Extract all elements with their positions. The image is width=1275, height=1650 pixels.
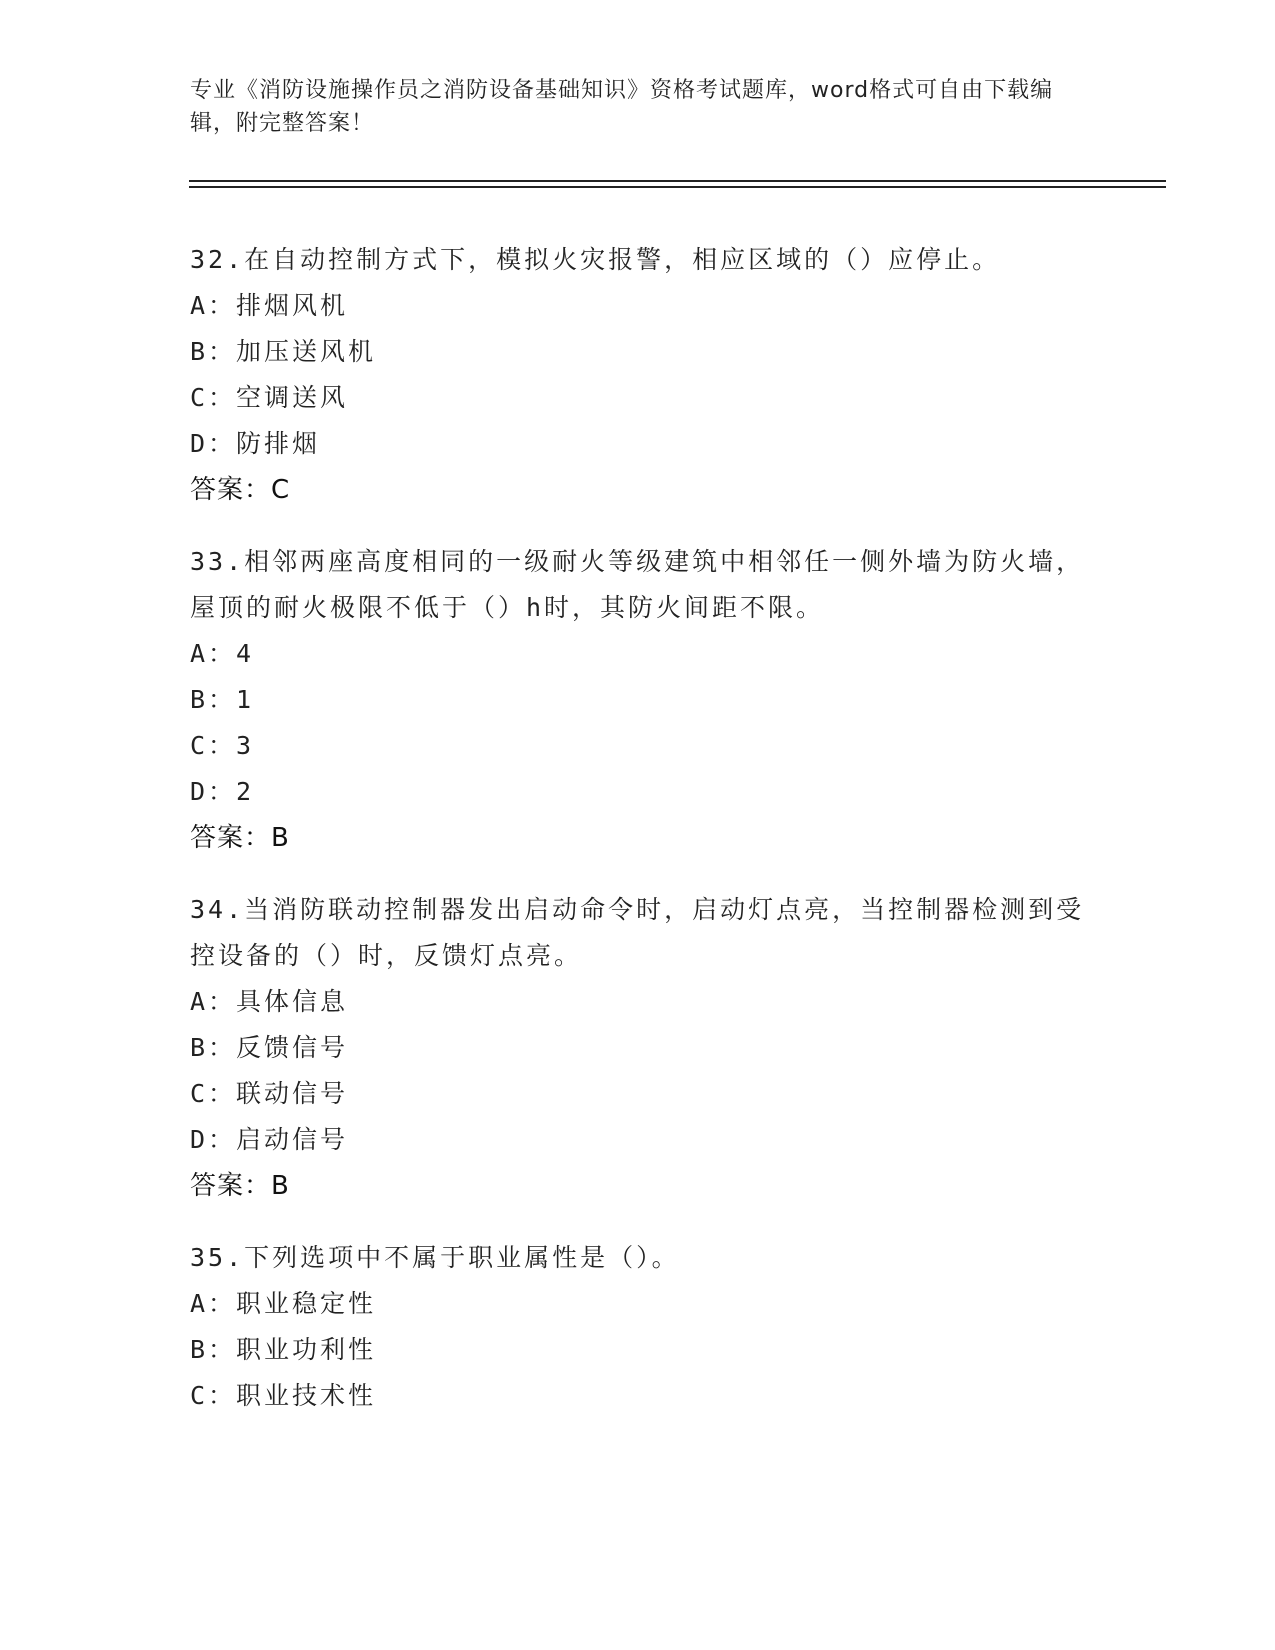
- option-d: D：启动信号: [190, 1125, 349, 1154]
- option-b: B：职业功利性: [190, 1335, 377, 1364]
- option-d: D：2: [190, 777, 255, 806]
- option-a: A：具体信息: [190, 987, 349, 1016]
- option-a: A：排烟风机: [190, 291, 349, 320]
- answer-line: 答案：C: [190, 475, 291, 505]
- question-stem: 33.相邻两座高度相同的一级耐火等级建筑中相邻任一侧外墙为防火墙，屋顶的耐火极限不低于（）h时，其防火间距不限。: [190, 547, 1085, 622]
- header-divider-bottom: [189, 186, 1166, 188]
- question-stem: 32.在自动控制方式下，模拟火灾报警，相应区域的（）应停止。: [190, 245, 1001, 274]
- option-d: D：防排烟: [190, 429, 321, 458]
- option-c: C：职业技术性: [190, 1381, 377, 1410]
- option-b: B：1: [190, 685, 255, 714]
- option-c: C：联动信号: [190, 1079, 349, 1108]
- option-a: A：职业稳定性: [190, 1289, 377, 1318]
- question-34: [190, 887, 1090, 1209]
- question-32: [190, 237, 1090, 513]
- question-33: [190, 539, 1090, 861]
- option-c: C：3: [190, 731, 255, 760]
- option-a: A：4: [190, 639, 255, 668]
- question-list: [190, 237, 1090, 1445]
- header-divider-top: [189, 180, 1166, 182]
- document-header: 专业《消防设施操作员之消防设备基础知识》资格考试题库，word格式可自由下载编辑，附完整答案！: [190, 78, 1054, 136]
- question-stem: 34.当消防联动控制器发出启动命令时，启动灯点亮，当控制器检测到受控设备的（）时，反馈灯点亮。: [190, 895, 1085, 970]
- question-stem: 35.下列选项中不属于职业属性是（）。: [190, 1243, 680, 1272]
- answer-line: 答案：B: [190, 823, 290, 853]
- question-35: [190, 1235, 1090, 1419]
- option-c: C：空调送风: [190, 383, 349, 412]
- answer-line: 答案：B: [190, 1171, 290, 1201]
- option-b: B：反馈信号: [190, 1033, 349, 1062]
- option-b: B：加压送风机: [190, 337, 377, 366]
